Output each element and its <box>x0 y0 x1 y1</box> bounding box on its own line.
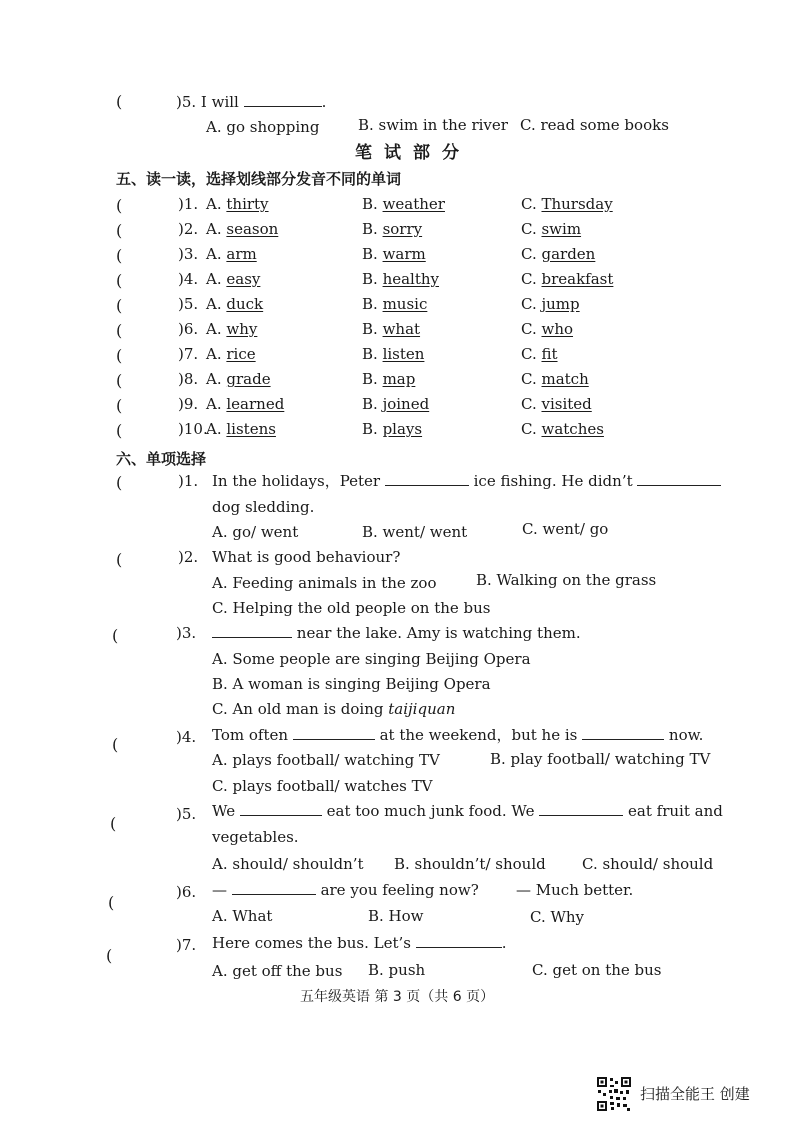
item-number: )8. <box>178 370 199 388</box>
answer-paren: ( <box>116 221 123 240</box>
question-stem: In the holidays，Peter ice fishing. He didn’t <box>212 471 721 491</box>
option-a: A. duck <box>206 295 264 313</box>
answer-paren: ( <box>116 92 123 111</box>
answer-paren: ( <box>116 396 123 415</box>
answer-blank <box>232 880 316 895</box>
option-b: B. weather <box>362 195 445 213</box>
option-b: B. joined <box>362 395 430 413</box>
section-6-title: 六、单项选择 <box>116 450 207 468</box>
answer-paren: ( <box>116 271 123 290</box>
option-c: C. who <box>521 320 574 338</box>
option-c: C. swim <box>521 220 582 238</box>
option-c: C. should/ should <box>582 855 714 873</box>
option-a: A. Feeding animals in the zoo <box>212 574 437 592</box>
answer-paren: ( <box>108 893 115 912</box>
option-b: B. sorry <box>362 220 423 238</box>
answer-blank <box>240 801 322 816</box>
option-a: A. why <box>206 320 258 338</box>
question-number: )2. <box>178 548 199 566</box>
question-number: )5. <box>176 805 197 823</box>
answer-paren: ( <box>112 626 119 645</box>
answer-paren: ( <box>116 196 123 215</box>
answer-line: — Much better. <box>516 881 634 899</box>
answer-paren: ( <box>116 371 123 390</box>
question-stem: — are you feeling now? <box>212 881 479 899</box>
option-a: A. learned <box>206 395 285 413</box>
option-c: C. plays football/ watches TV <box>212 777 433 795</box>
answer-paren: ( <box>116 473 123 492</box>
option-b: B. shouldn’t/ should <box>394 855 546 873</box>
option-a: A. listens <box>206 420 276 438</box>
item-number: )9. <box>178 395 199 413</box>
option-a: A. grade <box>206 370 271 388</box>
question-stem: What is good behaviour? <box>212 548 401 566</box>
option-a: A. should/ shouldn’t <box>212 855 364 873</box>
question-stem-cont: dog sledding. <box>212 498 315 516</box>
option-a: A. get off the bus <box>212 962 343 980</box>
option-a: A. What <box>212 907 273 925</box>
item-number: )5. <box>178 295 199 313</box>
option-c: C. Why <box>530 908 585 926</box>
answer-blank <box>385 471 469 486</box>
option-c: C. Helping the old people on the bus <box>212 599 491 617</box>
question-stem: Here comes the bus. Let’s . <box>212 934 507 952</box>
scanner-watermark: 扫描全能王 创建 <box>640 1085 750 1103</box>
option-a: A. season <box>206 220 279 238</box>
question-number: )6. <box>176 883 197 901</box>
option-b: B. what <box>362 320 421 338</box>
option-a: A. go/ went <box>212 523 299 541</box>
question-stem: We eat too much junk food. We eat fruit and <box>212 802 723 820</box>
item-number: )10. <box>178 420 208 438</box>
option-b: B. music <box>362 295 428 313</box>
question-number: )1. <box>178 472 199 490</box>
answer-blank <box>416 933 502 948</box>
question-number: )4. <box>176 728 197 746</box>
answer-blank <box>244 92 322 107</box>
answer-paren: ( <box>116 321 123 340</box>
question-stem-cont: vegetables. <box>212 828 299 846</box>
question-number: )3. <box>176 624 197 642</box>
answer-paren: ( <box>116 346 123 365</box>
answer-blank <box>637 471 721 486</box>
option-c: C. match <box>521 370 589 388</box>
option-b: B. Walking on the grass <box>476 571 657 589</box>
option-c: C. went/ go <box>522 520 609 538</box>
item-number: )3. <box>178 245 199 263</box>
option-a: A. go shopping <box>206 118 320 136</box>
answer-paren: ( <box>116 421 123 440</box>
option-a: A. arm <box>206 245 257 263</box>
option-b: B. A woman is singing Beijing Opera <box>212 675 491 693</box>
item-number: )6. <box>178 320 199 338</box>
question-stem: near the lake. Amy is watching them. <box>212 623 581 643</box>
qr-code-icon <box>596 1076 632 1112</box>
option-a: A. Some people are singing Beijing Opera <box>212 650 531 668</box>
option-c: C. Thursday <box>521 195 613 213</box>
answer-paren: ( <box>106 946 113 965</box>
question-stem: )5. I will . <box>176 93 327 111</box>
option-b: B. listen <box>362 345 425 363</box>
item-number: )4. <box>178 270 199 288</box>
option-c: C. breakfast <box>521 270 614 288</box>
option-a: A. plays football/ watching TV <box>212 751 440 769</box>
item-number: )7. <box>178 345 199 363</box>
question-number: )7. <box>176 936 197 954</box>
section-5-title: 五、读一读，选择划线部分发音不同的单词 <box>116 170 402 188</box>
answer-blank <box>539 801 623 816</box>
option-b: B. warm <box>362 245 426 263</box>
option-b: B. plays <box>362 420 423 438</box>
answer-blank <box>293 725 375 740</box>
option-a: A. thirty <box>206 195 269 213</box>
option-c: C. An old man is doing taijiquan <box>212 700 456 718</box>
option-b: B. swim in the river <box>358 116 508 134</box>
option-c: C. fit <box>521 345 558 363</box>
written-part-title: 笔试部分 <box>355 143 471 163</box>
option-a: A. easy <box>206 270 261 288</box>
option-b: B. went/ went <box>362 523 468 541</box>
option-c: C. read some books <box>520 116 669 134</box>
question-stem: Tom often at the weekend，but he is now. <box>212 726 704 744</box>
item-number: )1. <box>178 195 199 213</box>
option-b: B. map <box>362 370 416 388</box>
option-b: B. healthy <box>362 270 440 288</box>
option-a: A. rice <box>206 345 256 363</box>
answer-paren: ( <box>112 735 119 754</box>
option-b: B. How <box>368 907 424 925</box>
answer-paren: ( <box>116 550 123 569</box>
option-c: C. jump <box>521 295 580 313</box>
option-c: C. garden <box>521 245 596 263</box>
option-b: B. push <box>368 961 426 979</box>
item-number: )2. <box>178 220 199 238</box>
answer-blank <box>582 725 664 740</box>
option-c: C. visited <box>521 395 592 413</box>
option-b: B. play football/ watching TV <box>490 750 711 768</box>
answer-paren: ( <box>110 814 117 833</box>
option-c: C. watches <box>521 420 604 438</box>
option-c: C. get on the bus <box>532 961 662 979</box>
answer-paren: ( <box>116 296 123 315</box>
answer-paren: ( <box>116 246 123 265</box>
answer-blank <box>212 623 292 638</box>
page-footer: 五年级英语 第 3 页（共 6 页） <box>300 989 495 1005</box>
